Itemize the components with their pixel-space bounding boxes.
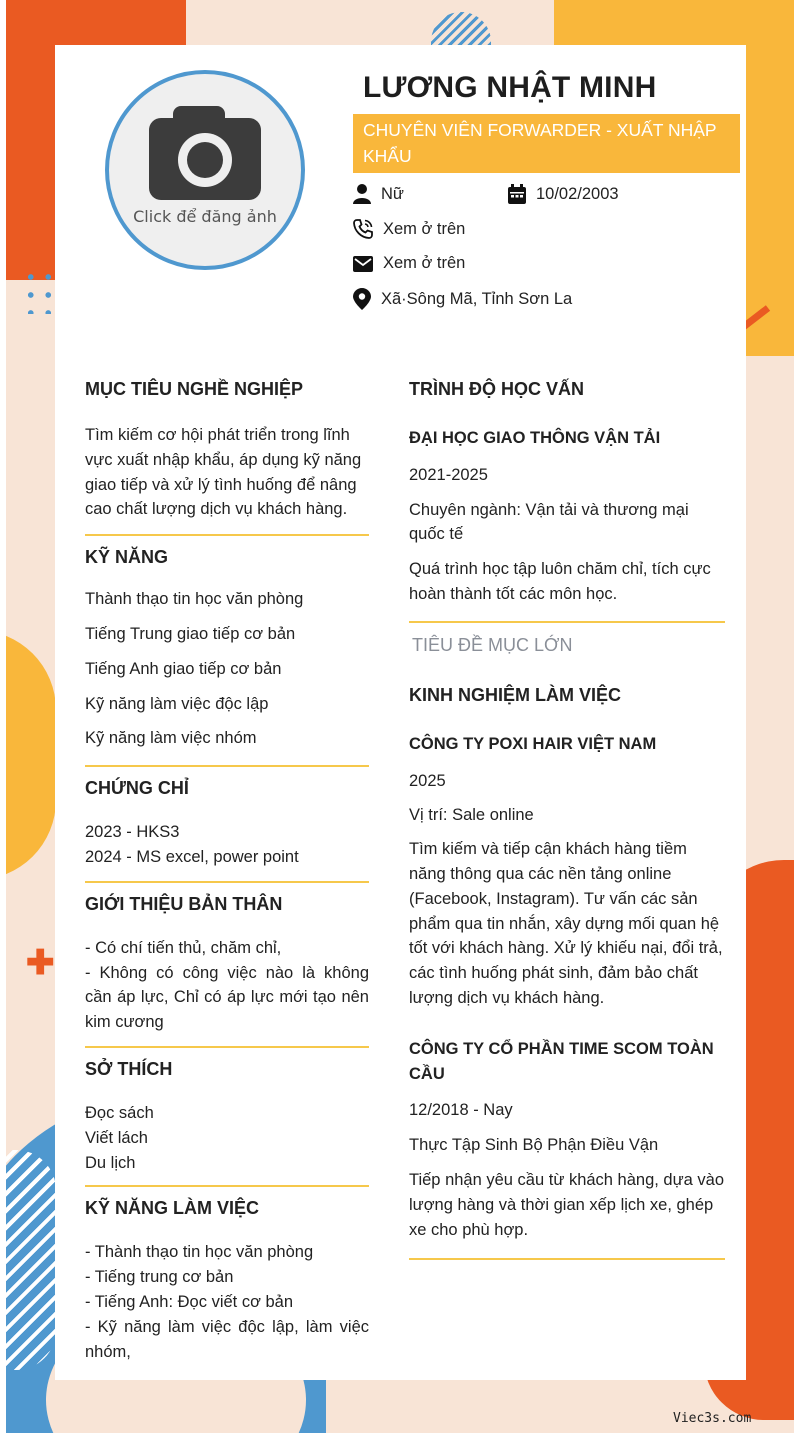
- hobbies-title: SỞ THÍCH: [85, 1058, 173, 1079]
- job-position: Vị trí: Sale online: [409, 806, 534, 825]
- phone-icon: [353, 219, 373, 239]
- gender-row: [353, 184, 404, 204]
- list-item: 2024 - MS excel, power point: [85, 847, 299, 866]
- job-title: CHUYÊN VIÊN FORWARDER - XUẤT NHẬP KHẨU: [353, 114, 740, 173]
- education-title: TRÌNH ĐỘ HỌC VẤN: [409, 379, 584, 399]
- email-value: Xem ở trên: [383, 254, 466, 272]
- job-position: Thực Tập Sinh Bộ Phận Điều Vận: [409, 1136, 659, 1155]
- birthday-row: [508, 184, 619, 204]
- gender-value: Nữ: [381, 184, 404, 203]
- list-item: Tiếng Trung giao tiếp cơ bản: [85, 624, 296, 643]
- divider: [85, 1185, 369, 1187]
- certificates-list: [85, 820, 369, 870]
- list-item: - Thành thạo tin học văn phòng: [85, 1243, 314, 1262]
- company-name: CÔNG TY POXI HAIR VIỆT NAM: [409, 734, 657, 753]
- candidate-name: LƯƠNG NHẬT MINH: [363, 71, 657, 104]
- education-major: Chuyên ngành: Vận tải và thương mại quốc tế: [409, 500, 689, 544]
- work-skills-title: KỸ NĂNG LÀM VIỆC: [85, 1198, 260, 1219]
- placeholder-section-title[interactable]: TIÊU ĐỀ MỤC LỚN: [412, 634, 573, 655]
- birthday-value: 10/02/2003: [536, 184, 619, 203]
- list-item: Tiếng Anh giao tiếp cơ bản: [85, 659, 282, 678]
- divider: [85, 765, 369, 767]
- about-text: [85, 936, 369, 1035]
- list-item: Đọc sách: [85, 1103, 154, 1122]
- location-pin-icon: [353, 288, 371, 310]
- school-name: ĐẠI HỌC GIAO THÔNG VẬN TẢI: [409, 429, 661, 447]
- address-row: [353, 288, 572, 310]
- experience-item: [409, 732, 725, 1011]
- email-icon: [353, 255, 373, 273]
- certificates-title: CHỨNG CHỈ: [85, 778, 189, 799]
- about-line: - Không có công việc nào là không cần áp lực, Chỉ có áp lực mới tạo nên kim cương: [85, 963, 369, 1032]
- striped-semicircle-top: [431, 12, 491, 46]
- work-skills-list: [85, 1240, 369, 1364]
- email-row: [353, 254, 465, 273]
- about-line: - Có chí tiến thủ, chăm chỉ,: [85, 938, 282, 957]
- divider: [409, 621, 725, 623]
- list-item: 2023 - HKS3: [85, 823, 180, 842]
- right-column: [409, 379, 725, 1260]
- job-period: 12/2018 - Nay: [409, 1101, 513, 1120]
- striped-shape-bottom-left: [6, 1150, 56, 1370]
- job-description: Tiếp nhận yêu cầu từ khách hàng, dựa vào lượng hàng và thời gian xếp lịch xe, ghép xe cho phù hợp.: [409, 1170, 725, 1239]
- plus-icon: ✚: [26, 944, 55, 982]
- list-item: - Tiếng Anh: Đọc viết cơ bản: [85, 1292, 294, 1311]
- education-period: 2021-2025: [409, 465, 488, 484]
- job-description: Tìm kiếm và tiếp cận khách hàng tiềm năng thông qua các nền tảng online (Facebook, Instagram). Tư vấn các sản phẩm qua tin nhắn, xây dựng mối quan hệ tốt với khách hàng. Xử lý khiếu nại, đổi trả, các tình huống phát sinh, đảm bảo chất lượng dịch vụ khách hàng.: [409, 840, 723, 1007]
- objective-title: MỤC TIÊU NGHỀ NGHIỆP: [85, 379, 304, 399]
- objective-text: Tìm kiếm cơ hội phát triển trong lĩnh vực xuất nhập khẩu, áp dụng kỹ năng giao tiếp và xử lý tình huống để nâng cao chất lượng dịch vụ khách hàng.: [85, 426, 362, 519]
- cv-card: [55, 45, 746, 1380]
- education-description: Quá trình học tập luôn chăm chỉ, tích cực hoàn thành tốt các môn học.: [409, 560, 711, 603]
- person-icon: [353, 184, 371, 204]
- company-name: CÔNG TY CỔ PHẦN TIME SCOM TOÀN CẦU: [409, 1039, 714, 1083]
- divider: [85, 534, 369, 536]
- list-item: - Tiếng trung cơ bản: [85, 1268, 234, 1287]
- list-item: Kỹ năng làm việc nhóm: [85, 729, 257, 748]
- job-period: 2025: [409, 771, 446, 790]
- calendar-icon: [508, 184, 526, 204]
- watermark: Viec3s.com: [673, 1411, 752, 1426]
- divider: [85, 1046, 369, 1048]
- list-item: Du lịch: [85, 1153, 136, 1172]
- list-item: Viết lách: [85, 1128, 148, 1147]
- skills-list: [85, 587, 369, 751]
- hobbies-list: [85, 1101, 369, 1175]
- experience-item: [409, 1037, 725, 1243]
- left-column: [85, 379, 369, 1364]
- experience-title: KINH NGHIỆM LÀM VIỆC: [409, 684, 622, 705]
- about-title: GIỚI THIỆU BẢN THÂN: [85, 893, 283, 914]
- list-item: Thành thạo tin học văn phòng: [85, 590, 304, 609]
- phone-value: Xem ở trên: [383, 219, 466, 238]
- list-item: - Kỹ năng làm việc độc lập, làm việc nhóm,: [85, 1317, 369, 1361]
- divider: [85, 881, 369, 883]
- yellow-shape-left: [6, 630, 56, 880]
- avatar-upload[interactable]: [105, 70, 305, 270]
- address-value: Xã·Sông Mã, Tỉnh Sơn La: [381, 289, 573, 308]
- photo-caption: Click để đăng ảnh: [133, 207, 277, 226]
- skills-title: KỸ NĂNG: [85, 547, 169, 568]
- divider: [409, 1258, 725, 1260]
- phone-row: [353, 219, 465, 239]
- camera-icon: [149, 104, 261, 200]
- list-item: Kỹ năng làm việc độc lập: [85, 694, 269, 713]
